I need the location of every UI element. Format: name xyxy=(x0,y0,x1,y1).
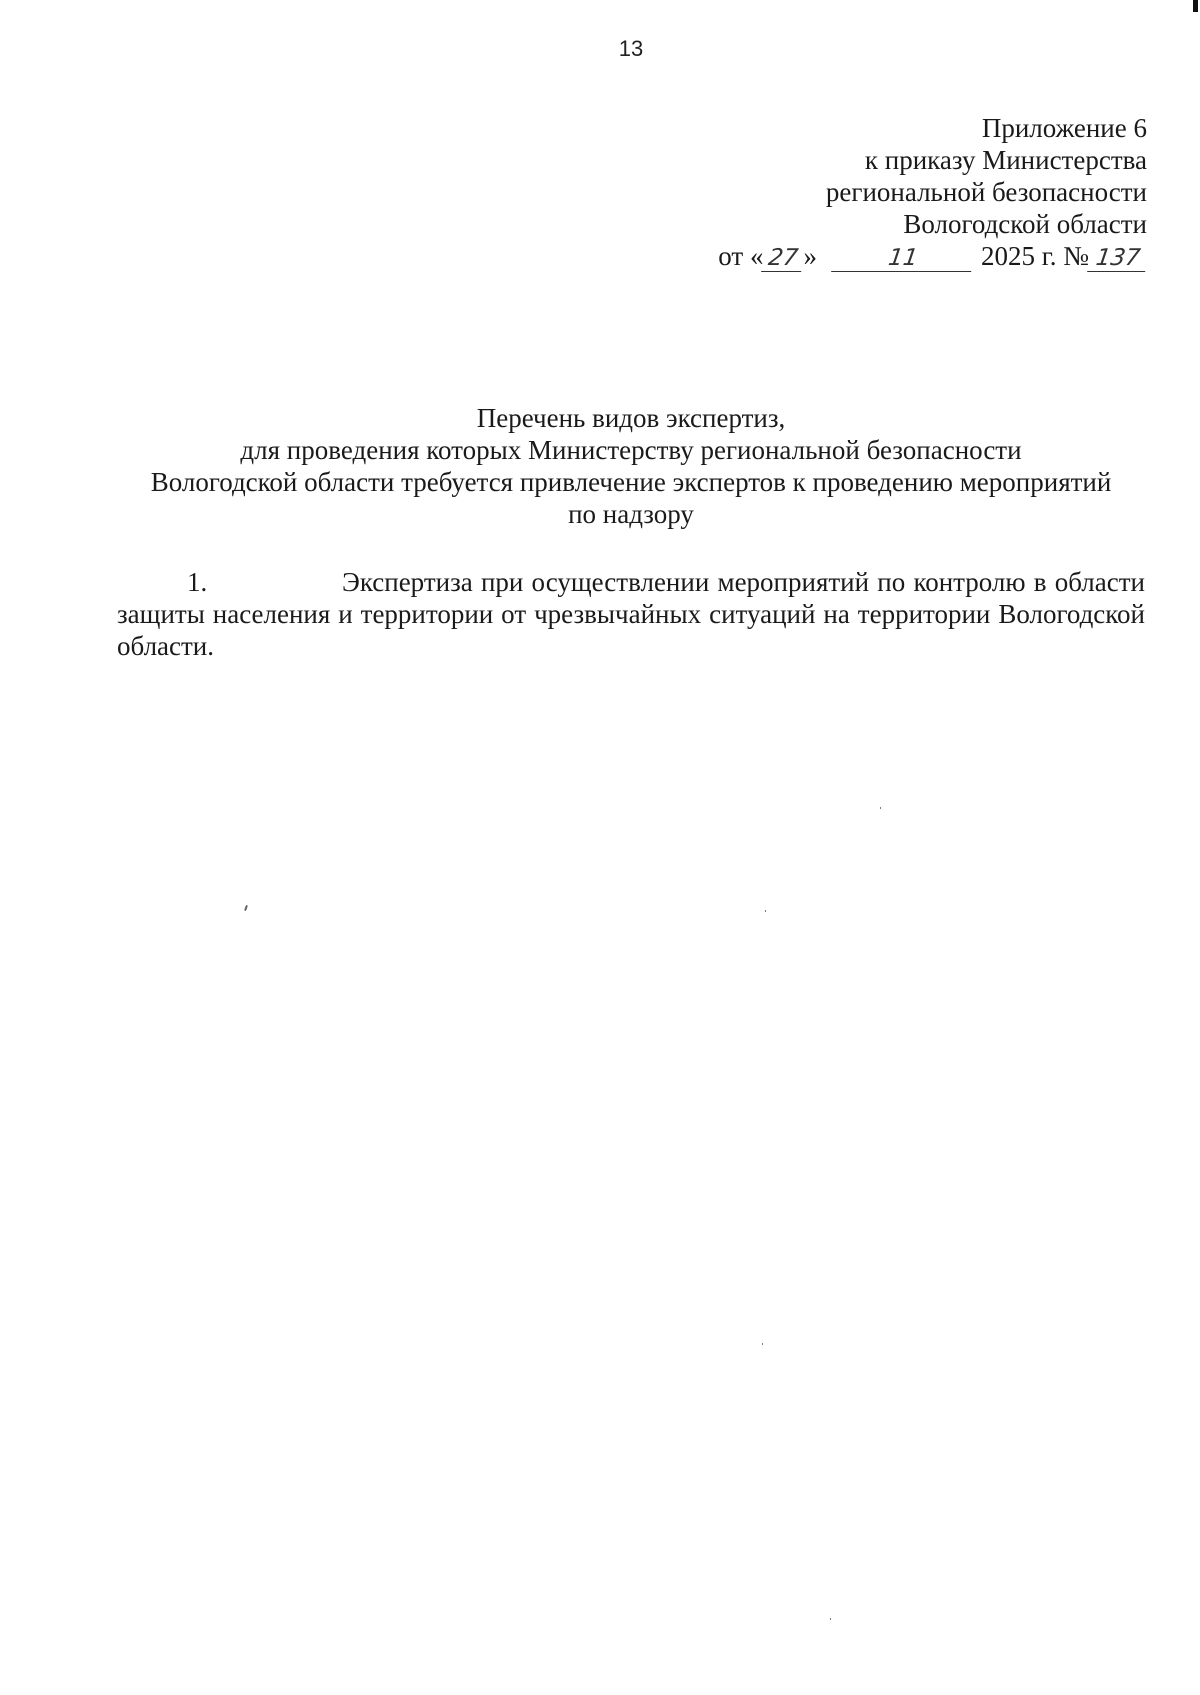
appendix-title: Приложение 6 xyxy=(981,113,1147,143)
order-number-handwritten: 137 xyxy=(1087,245,1149,272)
list-item-number: 1. xyxy=(187,567,208,597)
date-month-handwritten: 11 xyxy=(831,245,975,272)
scan-edge-mark xyxy=(1193,0,1198,12)
appendix-header xyxy=(718,112,1147,272)
title-line-3: Вологодской области требуется привлечение экспертов к проведению мероприятий xyxy=(150,467,1112,497)
date-prefix: от « xyxy=(718,241,764,271)
title-line-1: Перечень видов экспертиз, xyxy=(476,403,786,433)
list-item xyxy=(117,566,1145,662)
date-day-handwritten: 27 xyxy=(762,245,806,272)
list-item-text: Экспертиза при осуществлении мероприятий по контролю в области защиты населения и территории от чрезвычайных ситуаций на территории Вологодской области. xyxy=(117,567,1145,661)
title-line-4: по надзору xyxy=(568,499,694,529)
appendix-region: Вологодской области xyxy=(903,209,1147,239)
appendix-date-line xyxy=(718,240,1147,272)
scan-speck xyxy=(880,807,881,809)
scan-speck xyxy=(765,910,766,912)
date-close-quote: » xyxy=(803,241,817,271)
title-line-2: для проведения которых Министерству региональной безопасности xyxy=(240,435,1022,465)
page-number: 13 xyxy=(618,36,644,61)
scan-speck xyxy=(830,1618,831,1620)
appendix-order-ref: к приказу Министерства xyxy=(864,145,1147,175)
appendix-ministry: региональной безопасности xyxy=(825,177,1147,207)
scan-speck xyxy=(244,905,248,911)
document-title xyxy=(0,402,1200,530)
date-year: 2025 г. № xyxy=(980,241,1089,271)
scan-speck xyxy=(762,1343,763,1345)
